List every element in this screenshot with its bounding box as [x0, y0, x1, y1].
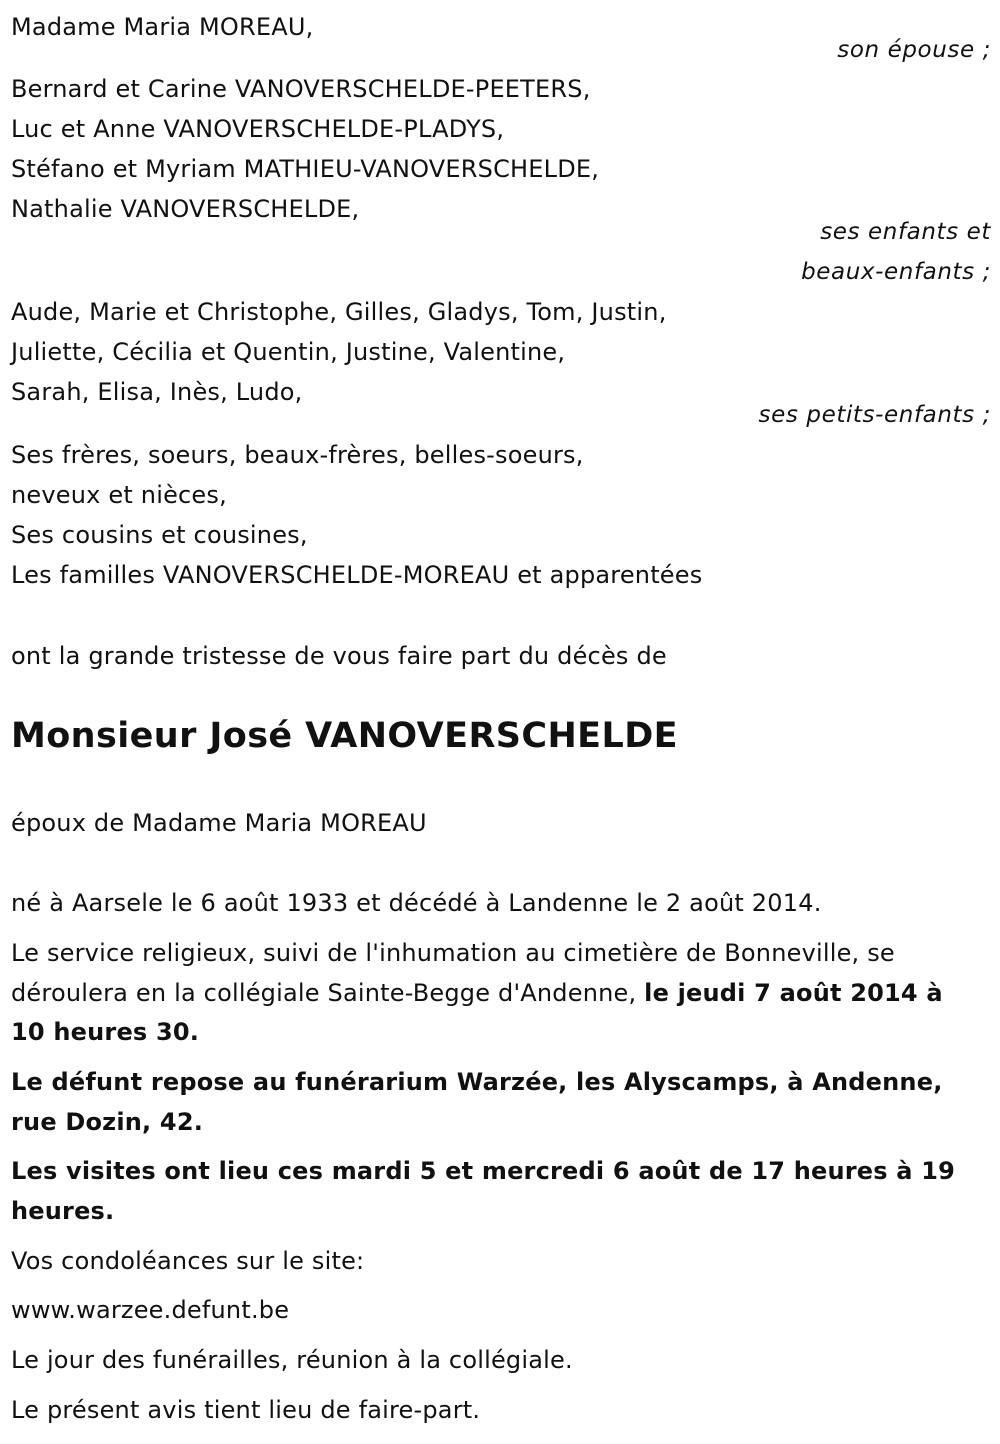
grandchildren-line: Sarah, Elisa, Inès, Ludo, — [11, 378, 303, 406]
children-role: beaux-enfants ; — [801, 259, 991, 285]
child-line: Bernard et Carine VANOVERSCHELDE-PEETERS, — [11, 75, 591, 103]
grandchildren-line: Aude, Marie et Christophe, Gilles, Gladys, Tom, Justin, — [11, 298, 667, 326]
spouse-name: Madame Maria MOREAU, — [11, 13, 314, 41]
grandchildren-role: ses petits-enfants ; — [758, 402, 991, 428]
family-line: Les familles VANOVERSCHELDE-MOREAU et apparentées — [11, 561, 703, 589]
service-line: Le service religieux, suivi de l'inhumation au cimetière de Bonneville, se — [11, 939, 895, 967]
funerarium-line: rue Dozin, 42. — [11, 1108, 204, 1136]
visits-line: heures. — [11, 1197, 115, 1225]
closing-note: Le présent avis tient lieu de faire-part. — [11, 1396, 481, 1424]
family-line: Ses cousins et cousines, — [11, 521, 308, 549]
birth-death: né à Aarsele le 6 août 1933 et décédé à Landenne le 2 août 2014. — [11, 889, 822, 917]
funerarium-line: Le défunt repose au funérarium Warzée, les Alyscamps, à Andenne, — [11, 1068, 943, 1096]
service-line — [11, 977, 943, 1009]
family-line: Ses frères, soeurs, beaux-frères, belles-soeurs, — [11, 441, 584, 469]
child-line: Luc et Anne VANOVERSCHELDE-PLADYS, — [11, 115, 505, 143]
visits-line: Les visites ont lieu ces mardi 5 et mercredi 6 août de 17 heures à 19 — [11, 1157, 956, 1185]
service-location: déroulera en la collégiale Sainte-Begge d'Andenne, — [11, 979, 645, 1007]
child-line: Nathalie VANOVERSCHELDE, — [11, 195, 360, 223]
funeral-day-note: Le jour des funérailles, réunion à la collégiale. — [11, 1346, 573, 1374]
spouse-of: époux de Madame Maria MOREAU — [11, 809, 427, 837]
grandchildren-line: Juliette, Cécilia et Quentin, Justine, Valentine, — [11, 338, 566, 366]
obituary-notice — [11, 0, 991, 1444]
announcement: ont la grande tristesse de vous faire part du décès de — [11, 642, 667, 670]
spouse-role: son épouse ; — [837, 37, 991, 63]
condolences-label: Vos condoléances sur le site: — [11, 1247, 365, 1275]
children-role: ses enfants et — [820, 219, 991, 245]
deceased-name: Monsieur José VANOVERSCHELDE — [11, 716, 678, 756]
service-time: 10 heures 30. — [11, 1018, 200, 1046]
service-date: le jeudi 7 août 2014 à — [644, 979, 943, 1007]
family-line: neveux et nièces, — [11, 481, 227, 509]
child-line: Stéfano et Myriam MATHIEU-VANOVERSCHELDE, — [11, 155, 600, 183]
website-link[interactable]: www.warzee.defunt.be — [11, 1296, 290, 1324]
